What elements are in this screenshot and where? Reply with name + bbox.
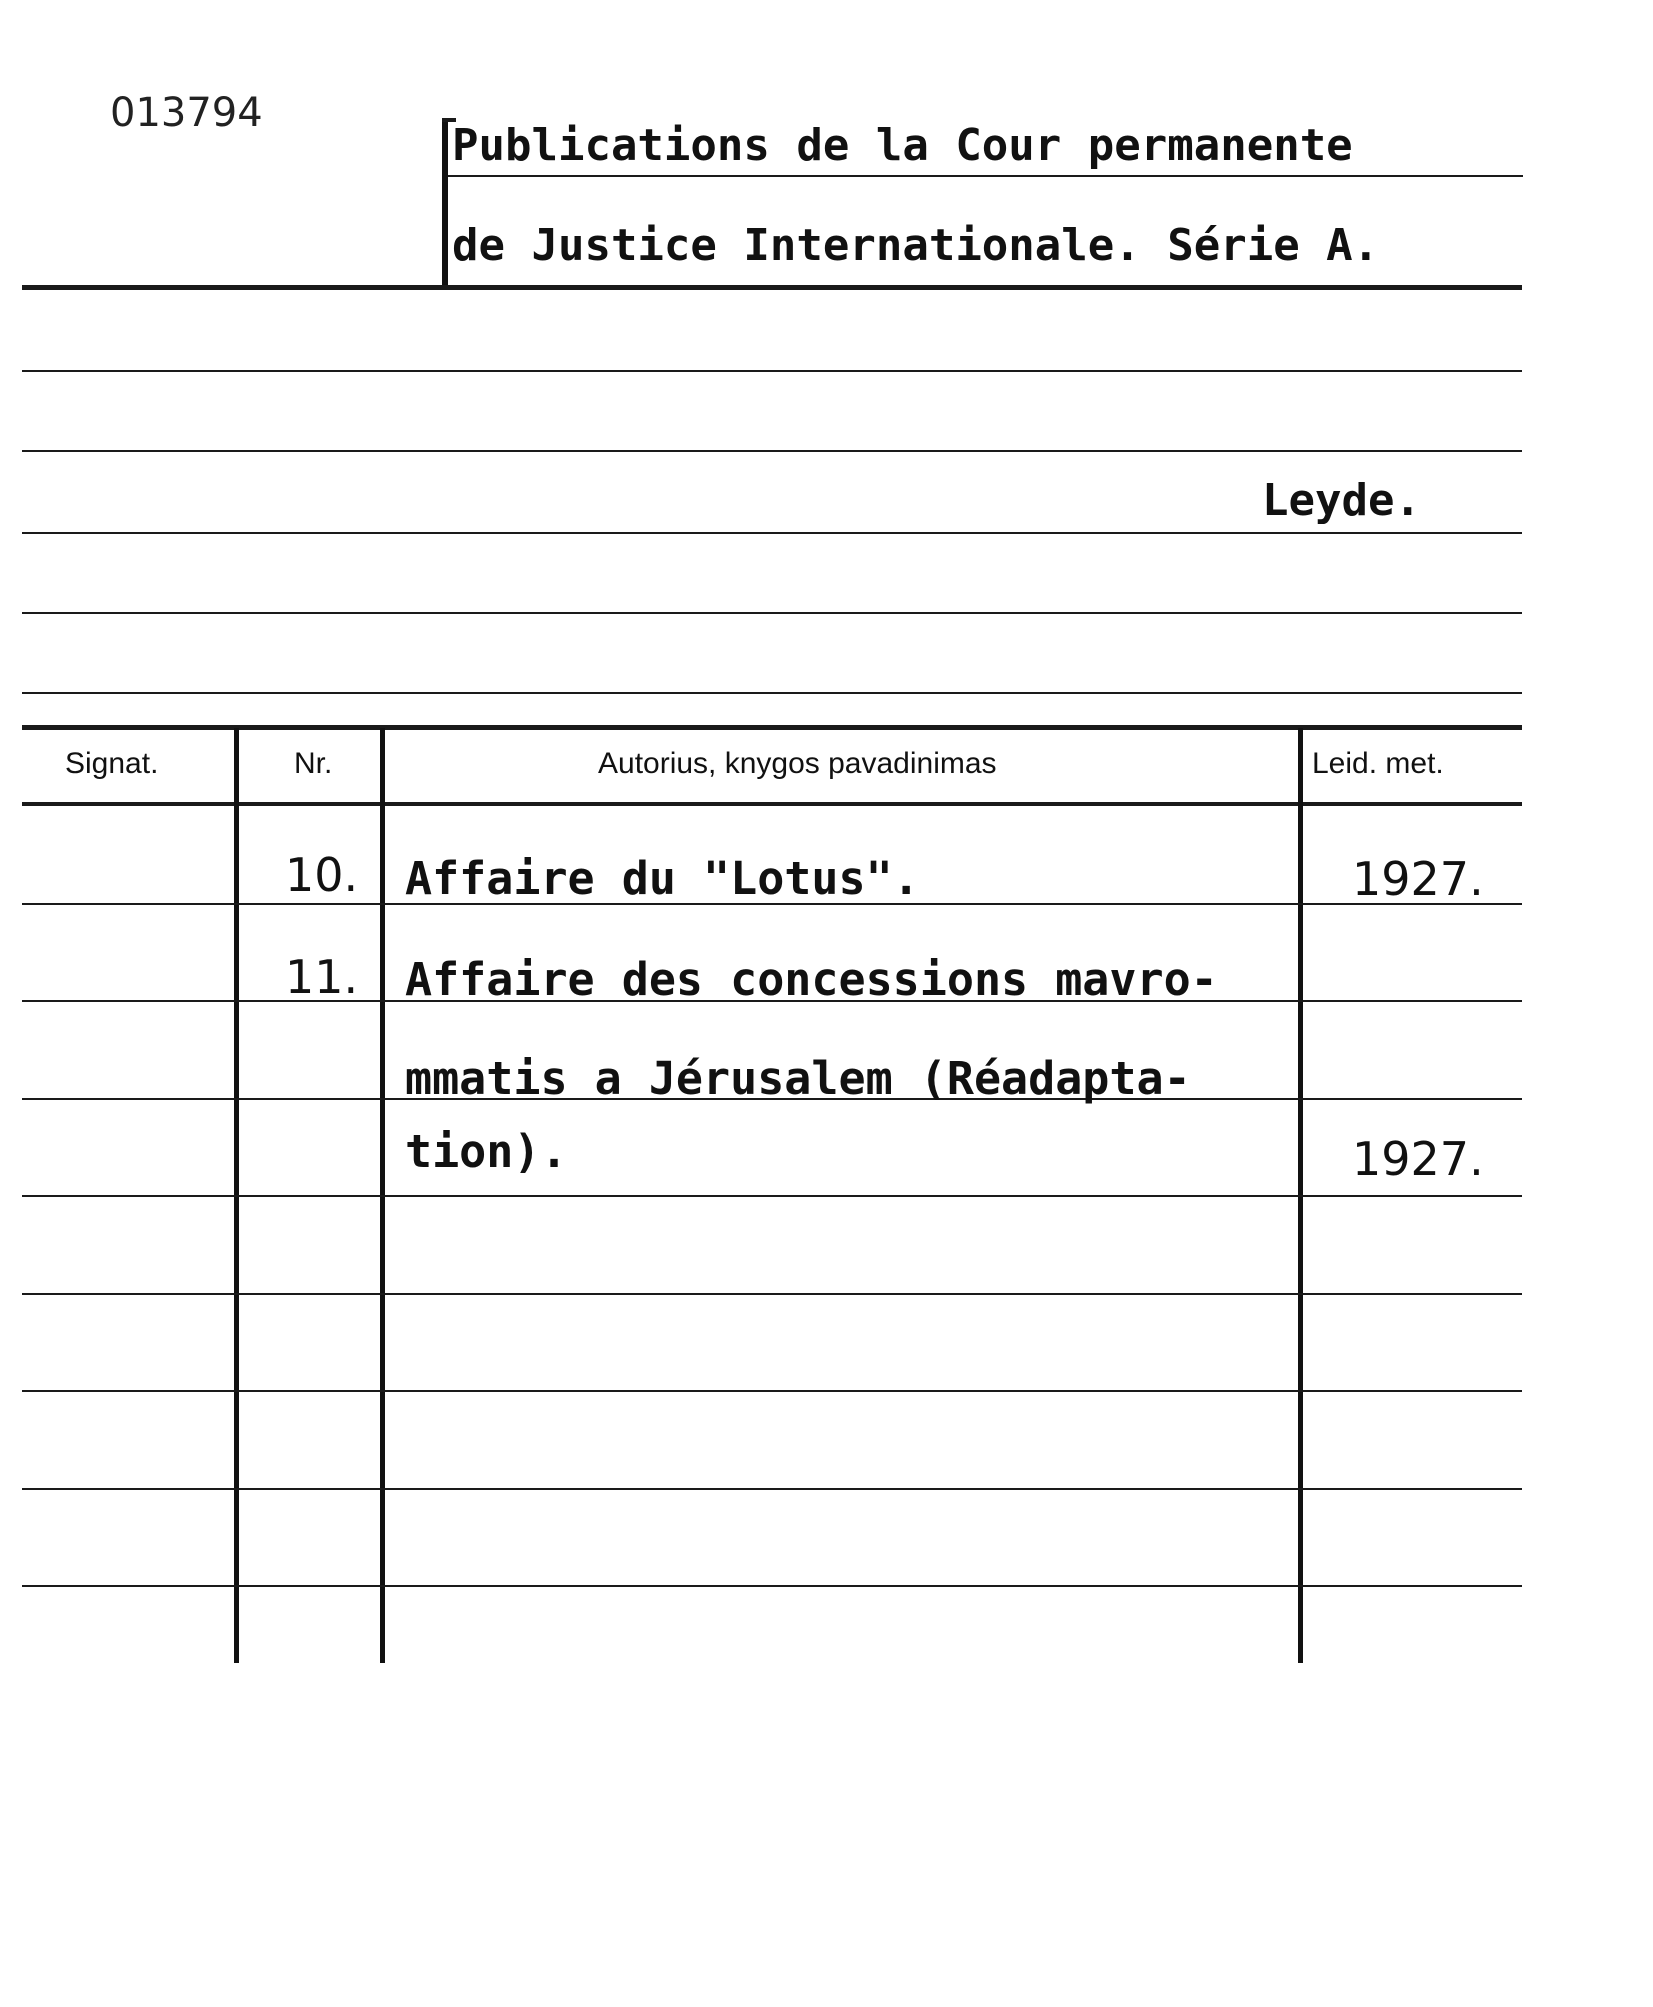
row-text: Affaire des concessions mavro- [405, 953, 1218, 1006]
row-rule [22, 1390, 1522, 1392]
row-number: 11. [285, 950, 359, 1004]
ruled-line [22, 450, 1522, 452]
header-year: Leid. met. [1312, 747, 1444, 780]
ruled-line [22, 612, 1522, 614]
header-signat: Signat. [65, 747, 159, 780]
ruled-line [22, 692, 1522, 694]
table-top-rule [22, 725, 1522, 730]
row-number: 10. [285, 848, 359, 902]
row-year: 1927. [1352, 1132, 1484, 1186]
row-text: Affaire du "Lotus". [405, 852, 920, 905]
header-nr: Nr. [294, 747, 333, 780]
title-line-1: Publications de la Cour permanente [452, 120, 1353, 171]
row-year: 1927. [1352, 852, 1484, 906]
ruled-line [22, 532, 1522, 534]
title-line-2: de Justice Internationale. Série A. [452, 220, 1380, 271]
ruled-line [22, 370, 1522, 372]
row-rule [22, 1293, 1522, 1295]
title-bracket [442, 118, 448, 286]
header-rule [22, 285, 1522, 290]
row-rule [22, 1488, 1522, 1490]
place-of-publication: Leyde. [1262, 475, 1421, 526]
table-header-rule [22, 802, 1522, 806]
inventory-number: 013794 [110, 90, 263, 136]
header-author-title: Autorius, knygos pavadinimas [598, 747, 997, 780]
title-underline-1 [448, 175, 1523, 177]
row-rule [22, 1585, 1522, 1587]
row-text: mmatis a Jérusalem (Réadapta- [405, 1052, 1191, 1105]
row-text: tion). [405, 1125, 568, 1178]
row-rule [22, 1195, 1522, 1197]
